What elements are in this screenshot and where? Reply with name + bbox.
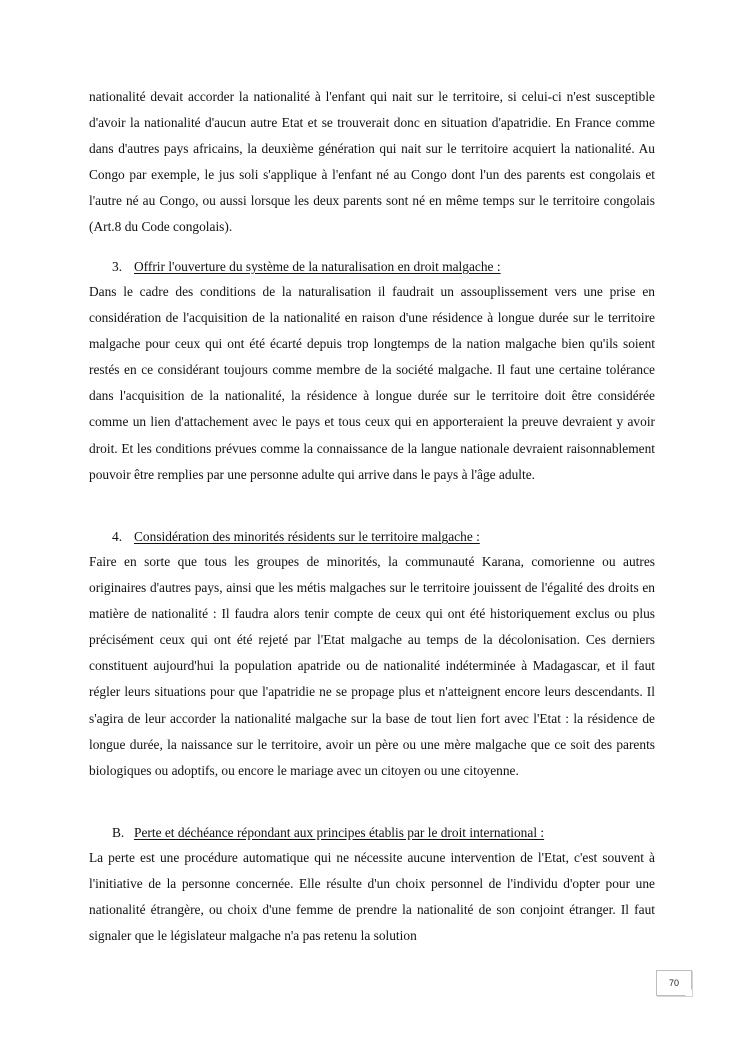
heading-title: Perte et déchéance répondant aux principes établis par le droit international : (134, 825, 545, 840)
section-heading-b (112, 820, 544, 846)
heading-number: B. (112, 825, 125, 840)
heading-number: 4. (112, 529, 123, 544)
body-paragraph: Dans le cadre des conditions de la naturalisation il faudrait un assouplissement vers une prise en considération de l'acquisition de la nationalité en raison d'une résidence à longue durée sur le territoire malgache pour ceux qui ont été écarté depuis trop longtemps de la nation malgache bien qu'ils soient restés en ce considérant toujours comme membre de la société malgache. Il faut une certaine tolérance dans l'acquisition de la nationalité, la résidence à longue durée sur le territoire doit être considérée comme un lien d'attachement avec le pays et tous ceux qui en apporteraient la preuve devraient y avoir droit. Et les conditions prévues comme la connaissance de la langue nationale devraient raisonnablement pouvoir être remplies par une personne adulte qui arrive dans le pays à l'âge adulte. (89, 284, 655, 482)
heading-title: Offrir l'ouverture du système de la naturalisation en droit malgache : (134, 259, 501, 274)
page-number: 70 (656, 970, 692, 996)
body-paragraph: La perte est une procédure automatique qui ne nécessite aucune intervention de l'Etat, c'est souvent à l'initiative de la personne concernée. Elle résulte d'un choix personnel de l'individu d'opter pour une nationalité étrangère, ou choix d'une femme de prendre la nationalité de son conjoint étranger. Il faut signaler que le législateur malgache n'a pas retenu la solution (89, 850, 655, 944)
body-paragraph: Faire en sorte que tous les groupes de minorités, la communauté Karana, comorienne ou autres originaires d'autres pays, ainsi que les métis malgaches sur le territoire jouissent de l'égalité des droits en matière de nationalité : Il faudra alors tenir compte de ceux qui ont été historiquement exclus ou plus précisément ceux qui ont été rejeté par l'Etat malgache au temps de la décolonisation. Ces derniers constituent aujourd'hui la population apatride ou de nationalité indéterminée à Madagascar, et il faut régler leurs situations pour que l'apatridie ne se propage plus et n'atteignent encore leurs descendants. Il s'agira de leur accorder la nationalité malgache sur la base de tout lien fort avec l'Etat : la résidence de longue durée, la naissance sur le territoire, avoir un père ou une mère malgache que ce soit des parents biologiques ou adoptifs, ou encore le mariage avec un citoyen ou une citoyenne. (89, 554, 655, 778)
heading-number: 3. (112, 259, 123, 274)
section-heading-3 (112, 254, 501, 280)
section-heading-4 (112, 524, 480, 550)
heading-title: Considération des minorités résidents sur le territoire malgache : (134, 529, 480, 544)
body-paragraph: nationalité devait accorder la nationalité à l'enfant qui nait sur le territoire, si celui-ci n'est susceptible d'avoir la nationalité d'aucun autre Etat et se trouverait donc en situation d'apatridie. En France comme dans d'autres pays africains, la deuxième génération qui nait sur le territoire acquiert la nationalité. Au Congo par exemple, le jus soli s'applique à l'enfant né au Congo dont l'un des parents est congolais et l'autre né au Congo, ou aussi lorsque les deux parents sont né en même temps sur le territoire congolais (Art.8 du Code congolais). (89, 89, 655, 235)
